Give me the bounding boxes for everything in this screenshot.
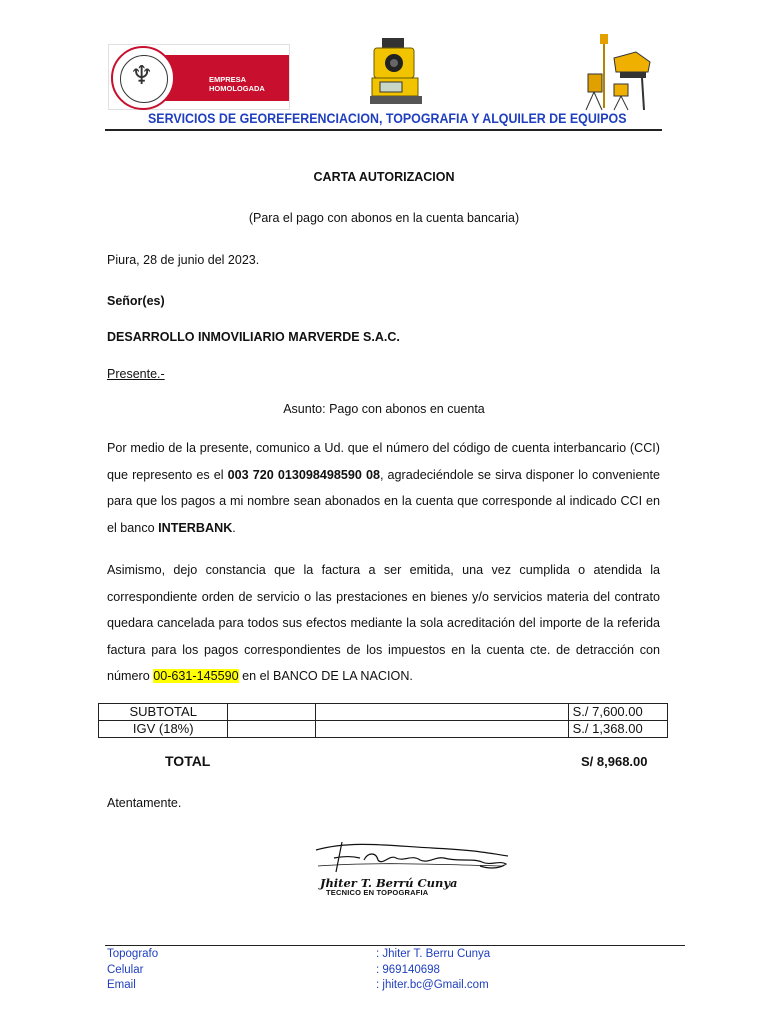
letter-subtitle: (Para el pago con abonos en la cuenta bancaria) <box>248 211 520 225</box>
total-value: S/ 8,968.00 <box>581 754 648 769</box>
cci-number: 003 720 013098498590 08 <box>227 467 380 482</box>
paragraph-detraccion <box>107 557 660 690</box>
amount-value: S./ 7,600.00 <box>568 704 667 721</box>
recipient-name: DESARROLLO INMOVILIARIO MARVERDE S.A.C. <box>107 330 400 344</box>
presente-label: Presente.- <box>107 367 165 381</box>
total-station-icon <box>364 36 428 108</box>
empty-cell <box>315 704 568 721</box>
footer-labels <box>107 947 158 994</box>
signer-role: TECNICO EN TOPOGRAFIA <box>326 888 429 897</box>
footer-label-email: Email <box>107 979 136 991</box>
empty-cell <box>315 721 568 738</box>
amount-label: SUBTOTAL <box>99 704 228 721</box>
bank-name: INTERBANK <box>158 520 233 535</box>
footer-value-phone: : 969140698 <box>376 963 440 976</box>
logo-caption <box>209 75 287 93</box>
handwritten-signature <box>312 836 512 880</box>
table-row <box>99 704 668 721</box>
total-label: TOTAL <box>165 753 211 769</box>
amount-value: S./ 1,368.00 <box>568 721 667 738</box>
footer-value-name: : Jhiter T. Berru Cunya <box>376 948 491 960</box>
footer-divider <box>105 945 685 946</box>
company-services-title: SERVICIOS DE GEOREFERENCIACION, TOPOGRAFIA Y ALQUILER DE EQUIPOS <box>148 111 627 126</box>
letter-subject: Asunto: Pago con abonos en cuenta <box>283 402 485 416</box>
equipment-collage-icon <box>584 28 660 112</box>
p2-text-b: en el BANCO DE LA NACION. <box>238 669 413 683</box>
place-date: Piura, 28 de junio del 2023. <box>107 253 260 267</box>
p1-text-end: . <box>232 520 236 535</box>
detraccion-account-number: 00-631-145590 <box>153 669 239 683</box>
empty-cell <box>228 704 315 721</box>
footer-label-topografo: Topografo <box>107 948 159 960</box>
p2-text-a: Asimismo, dejo constancia que la factura a ser emitida, una vez cumplida o atendida la correspondiente orden de servicio o las prestaciones en bienes y/o servicios materia del contrato quedara cancelada para todos sus efectos mediante la sola acreditación del importe de la referida factura para los pagos correspondientes de los impuestos en la cuenta cte. de detracción con número <box>107 563 660 683</box>
logo-caption-line2: HOMOLOGADA <box>209 84 265 93</box>
letter-title: CARTA AUTORIZACION <box>313 170 455 184</box>
logo-seal <box>111 46 175 110</box>
table-row <box>99 721 668 738</box>
p1-text-a: Por medio de la presente, comunico a Ud. que el número del código de cuenta interbancario (CCI) que represento es el <box>107 441 660 482</box>
bureau-veritas-logo <box>108 44 290 110</box>
closing: Atentamente. <box>107 796 182 810</box>
p1-text-b: , agradeciéndole se sirva disponer lo conveniente para que los pagos a mi nombre sean abonados en la cuenta que corresponde al indicado CCI en el banco <box>107 467 660 535</box>
amounts-table <box>98 703 668 738</box>
signer-name: Jhiter T. Berrú Cunya <box>320 876 458 890</box>
footer-label-celular: Celular <box>107 963 144 976</box>
footer-values <box>376 947 490 994</box>
paragraph-cci <box>107 435 660 541</box>
seal-figure-icon: ♆ <box>130 61 154 91</box>
amount-label: IGV (18%) <box>99 721 228 738</box>
salutation: Señor(es) <box>107 294 165 308</box>
footer-value-email[interactable]: : jhiter.bc@Gmail.com <box>376 979 489 991</box>
header-divider <box>105 129 662 131</box>
empty-cell <box>228 721 315 738</box>
logo-caption-line1: EMPRESA <box>209 75 247 84</box>
